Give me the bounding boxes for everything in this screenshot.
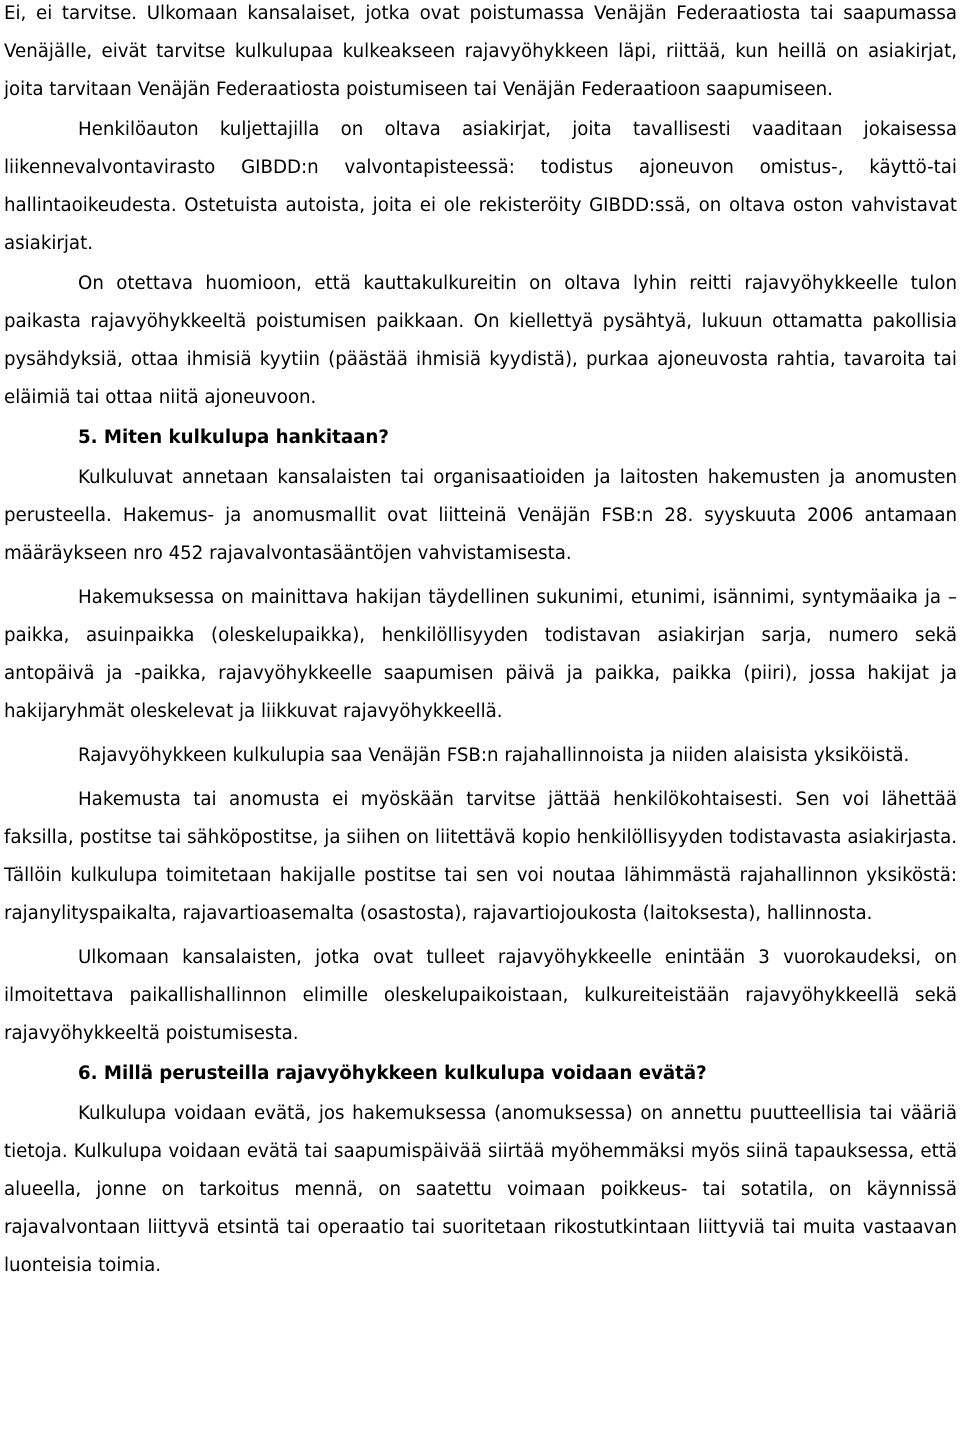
paragraph-transit-documents: Ei, ei tarvitse. Ulkomaan kansalaiset, jotka ovat poistumassa Venäjän Federaatiosta tai saapumassa Venäjälle, eivät tarvitse kulkulupaa kulkeakseen rajavyöhykkeen läpi, riittää, kun heillä on asiakirjat, joita tarvitaan Venäjän Federaatiosta poistumiseen tai Venäjän Federaatioon saapumiseen. <box>4 3 957 100</box>
paragraph-foreign-citizens-notice: Ulkomaan kansalaisten, jotka ovat tulleet rajavyöhykkeelle enintään 3 vuorokaudeksi, on ilmoitettava paikallishallinnon elimille oleskelupaikoistaan, kulkureiteistään rajavyöhykkeellä sekä rajavyöhykkeeltä poistumisesta. <box>4 947 957 1044</box>
paragraph-denial-grounds: Kulkulupa voidaan evätä, jos hakemuksessa (anomuksessa) on annettu puutteellisia tai vääriä tietoja. Kulkulupa voidaan evätä tai saapumispäivää siirtää myöhemmäksi myös siinä tapauksessa, että alueella, jonne on tarkoitus mennä, on saatettu voimaan poikkeus- tai sotatila, on käynnissä rajavalvontaan liittyvä etsintä tai operaatio tai suoritetaan rikostutkintaan liittyviä tai muita vastaavan luonteisia toimia. <box>4 1103 957 1276</box>
section-heading-6: 6. Millä perusteilla rajavyöhykkeen kulkulupa voidaan evätä? <box>78 1063 707 1084</box>
paragraph-permit-applications: Kulkuluvat annetaan kansalaisten tai organisaatioiden ja laitosten hakemusten ja anomusten perusteella. Hakemus- ja anomusmallit ovat liitteinä Venäjän FSB:n 28. syyskuuta 2006 antamaan määräykseen nro 452 rajavalvontasääntöjen vahvistamisesta. <box>4 467 957 564</box>
document-page <box>4 0 957 1285</box>
section-heading-5: 5. Miten kulkulupa hankitaan? <box>78 427 389 448</box>
paragraph-remote-application: Hakemusta tai anomusta ei myöskään tarvitse jättää henkilökohtaisesti. Sen voi lähettää faksilla, postitse tai sähköpostitse, ja siihen on liitettävä kopio henkilöllisyyden todistavasta asiakirjasta. Tällöin kulkulupa toimitetaan hakijalle postitse tai sen voi noutaa lähimmästä rajahallinnon yksiköstä: rajanylityspaikalta, rajavartioasemalta (osastosta), rajavartiojoukosta (laitoksesta), hallinnosta. <box>4 789 957 924</box>
paragraph-application-contents: Hakemuksessa on mainittava hakijan täydellinen sukunimi, etunimi, isännimi, syntymäaika ja –paikka, asuinpaikka (oleskelupaikka), henkilöllisyyden todistavan asiakirjan sarja, numero sekä antopäivä ja -paikka, rajavyöhykkeelle saapumisen päivä ja paikka, paikka (piiri), jossa hakijat ja hakijaryhmät oleskelevat ja liikkuvat rajavyöhykkeellä. <box>4 587 957 722</box>
paragraph-transit-route: On otettava huomioon, että kauttakulkureitin on oltava lyhin reitti rajavyöhykkeelle tulon paikasta rajavyöhykkeeltä poistumisen paikkaan. On kiellettyä pysähtyä, lukuun ottamatta pakollisia pysähdyksiä, ottaa ihmisiä kyytiin (päästää ihmisiä kyydistä), purkaa ajoneuvosta rahtia, tavaroita tai eläimiä tai ottaa niitä ajoneuvoon. <box>4 273 957 408</box>
paragraph-driver-documents: Henkilöauton kuljettajilla on oltava asiakirjat, joita tavallisesti vaaditaan jokaisessa liikennevalvontavirasto GIBDD:n valvontapisteessä: todistus ajoneuvon omistus-, käyttö-tai hallintaoikeudesta. Ostetuista autoista, joita ei ole rekisteröity GIBDD:ssä, on oltava oston vahvistavat asiakirjat. <box>4 119 957 254</box>
paragraph-permit-issuers: Rajavyöhykkeen kulkulupia saa Venäjän FSB:n rajahallinnoista ja niiden alaisista yksiköistä. <box>78 745 910 766</box>
